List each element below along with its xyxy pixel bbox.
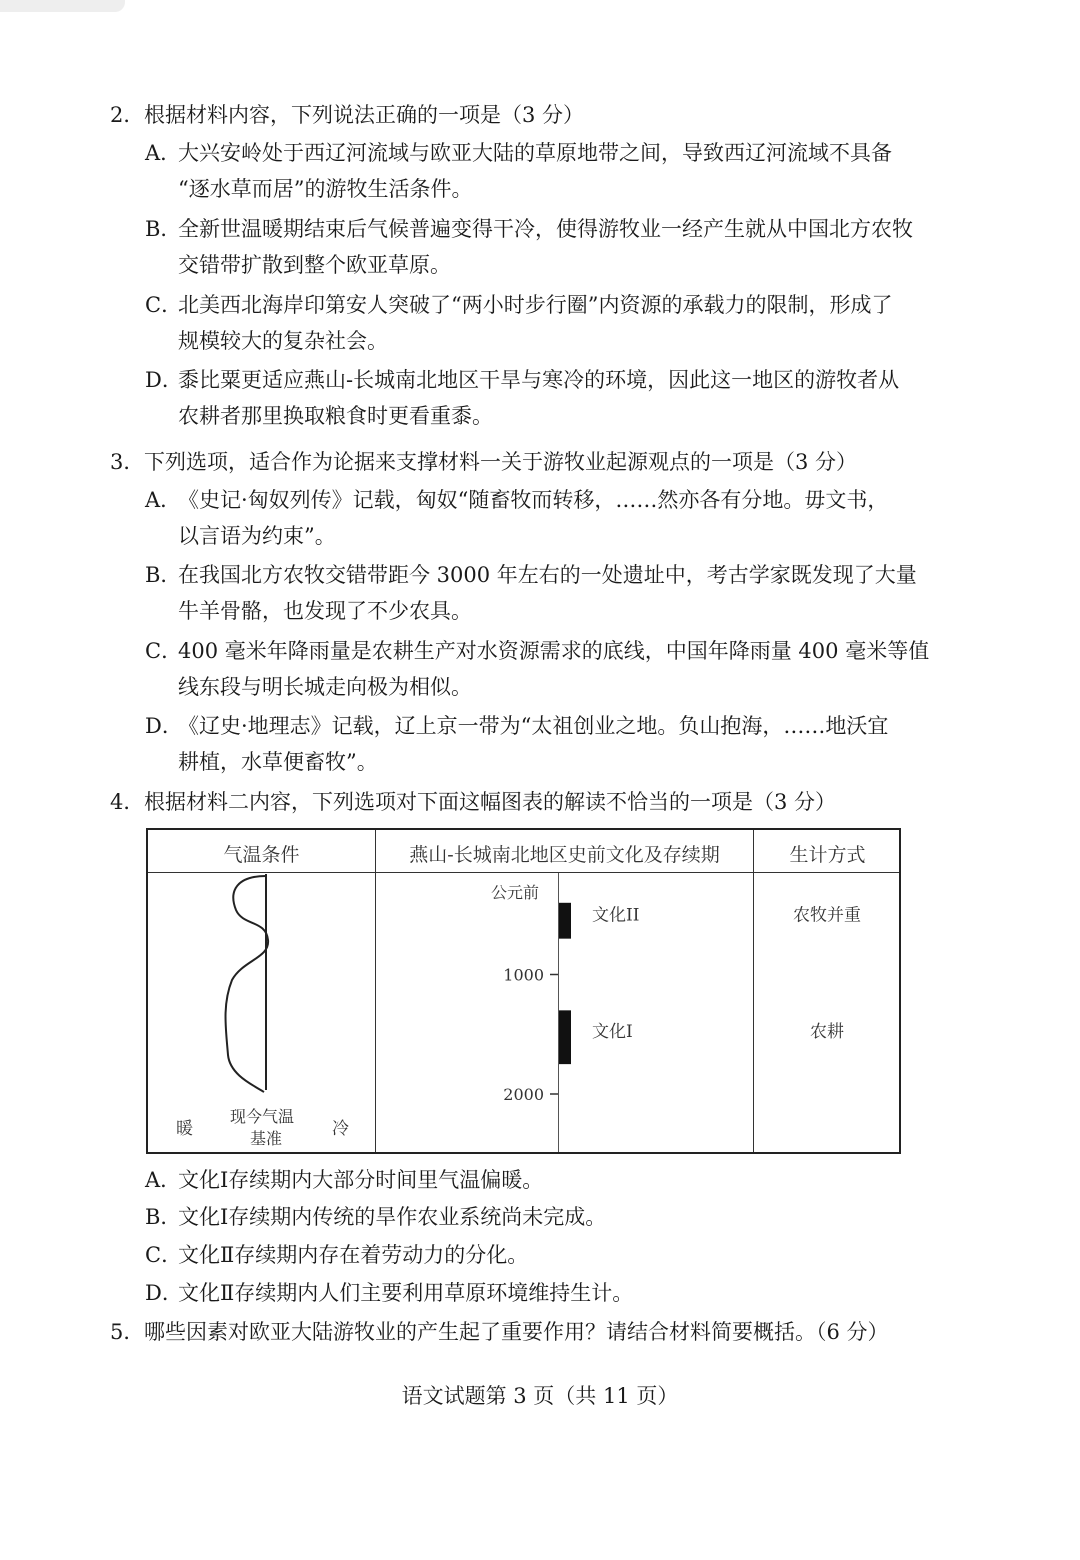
option-text-cont: 牛羊骨骼，也发现了不少农具。 (178, 599, 472, 623)
option-text: 文化Ⅰ存续期内大部分时间里气温偏暖。 (178, 1168, 544, 1192)
question-number: 5． (110, 1320, 145, 1344)
question-text: 根据材料内容，下列说法正确的一项是（3 分） (144, 103, 585, 127)
option-text: 《辽史·地理志》记载，辽上京一带为“太祖创业之地。负山抱海，……地沃宜 (178, 714, 889, 738)
option-label: C． (145, 639, 183, 663)
question-text: 下列选项，适合作为论据来支撑材料一关于游牧业起源观点的一项是（3 分） (144, 450, 858, 474)
temperature-trend-line (226, 876, 269, 1092)
option-2a (145, 141, 955, 201)
question-text: 根据材料二内容，下列选项对下面这幅图表的解读不恰当的一项是（3 分） (144, 790, 837, 814)
option-text: 全新世温暖期结束后气候普遍变得干冷，使得游牧业一经产生就从中国北方农牧 (178, 217, 913, 241)
option-label: C． (145, 1243, 183, 1267)
header-livelihood: 生计方式 (789, 844, 866, 866)
option-text-cont: 线东段与明长城走向极为相似。 (178, 675, 472, 699)
option-2c (145, 293, 955, 353)
livelihood-label: 农耕 (810, 1022, 844, 1043)
option-text-cont: 农耕者那里换取粮食时更看重黍。 (178, 404, 493, 428)
question-text: 哪些因素对欧亚大陆游牧业的产生起了重要作用？请结合材料简要概括。（6 分） (144, 1320, 889, 1344)
culture-label: 文化I (592, 1022, 633, 1043)
option-text: 400 毫米年降雨量是农耕生产对水资源需求的底线，中国年降雨量 400 毫米等值 (178, 639, 930, 663)
question-3-stem (110, 450, 857, 474)
culture-chart (148, 830, 899, 1152)
culture-bars (559, 903, 861, 1064)
culture-bar (559, 903, 571, 939)
question-2-stem (110, 103, 584, 127)
option-text-cont: 交错带扩散到整个欧亚草原。 (178, 253, 451, 277)
axis-title: 公元前 (491, 883, 540, 902)
label-cold: 冷 (332, 1119, 349, 1139)
option-text: 黍比粟更适应燕山-长城南北地区干旱与寒冷的环境，因此这一地区的游牧者从 (178, 368, 900, 392)
option-3a (145, 488, 955, 548)
time-axis (503, 966, 558, 1105)
option-2b (145, 217, 955, 277)
question-number: 3． (110, 450, 145, 474)
option-4a (145, 1168, 955, 1192)
option-text-cont: 规模较大的复杂社会。 (178, 329, 388, 353)
option-label: B． (145, 1205, 182, 1229)
option-label: D． (145, 714, 183, 738)
option-label: A． (145, 141, 182, 165)
page-footer: 语文试题第 3 页（共 11 页） (401, 1384, 679, 1408)
option-label: B． (145, 563, 182, 587)
label-baseline: 现今气温 (230, 1107, 295, 1126)
option-label: D． (145, 368, 183, 392)
option-text: 文化Ⅰ存续期内传统的旱作农业系统尚未完成。 (178, 1205, 607, 1229)
culture-label: 文化II (592, 905, 640, 926)
option-label: D． (145, 1281, 183, 1305)
option-text-cont: 以言语为约束”。 (178, 524, 336, 548)
option-label: A． (145, 488, 182, 512)
question-number: 4． (110, 790, 145, 814)
question-4-stem (110, 790, 836, 814)
header-temperature: 气温条件 (223, 844, 300, 866)
livelihood-label: 农牧并重 (793, 905, 861, 926)
option-text-cont: “逐水草而居”的游牧生活条件。 (178, 177, 473, 201)
option-4d (145, 1281, 955, 1305)
option-text: 北美西北海岸印第安人突破了“两小时步行圈”内资源的承载力的限制，形成了 (178, 293, 893, 317)
option-text: 《史记·匈奴列传》记载，匈奴“随畜牧而转移，……然亦各有分地。毋文书， (178, 488, 889, 512)
option-text: 大兴安岭处于西辽河流域与欧亚大陆的草原地带之间，导致西辽河流域不具备 (178, 141, 892, 165)
question-number: 2． (110, 103, 145, 127)
option-text: 文化Ⅱ存续期内存在着劳动力的分化。 (178, 1243, 529, 1267)
option-label: C． (145, 293, 183, 317)
option-4b (145, 1205, 955, 1229)
culture-table (146, 828, 901, 1154)
option-4c (145, 1243, 955, 1267)
temperature-curve (226, 874, 269, 1092)
option-text: 在我国北方农牧交错带距今 3000 年左右的一处遗址中，考古学家既发现了大量 (178, 563, 917, 587)
option-label: A． (145, 1168, 182, 1192)
question-5-stem (110, 1320, 889, 1344)
label-baseline-2: 基准 (250, 1129, 283, 1148)
option-2d (145, 368, 955, 428)
option-3d (145, 714, 955, 774)
culture-bar (559, 1010, 571, 1064)
option-text: 文化Ⅱ存续期内人们主要利用草原环境维持生计。 (178, 1281, 634, 1305)
axis-tick-label: 1000 (503, 965, 544, 985)
option-3c (145, 639, 955, 699)
axis-tick-label: 2000 (503, 1085, 544, 1104)
option-text-cont: 耕植，水草便畜牧”。 (178, 750, 378, 774)
option-3b (145, 563, 955, 623)
label-warm: 暖 (176, 1119, 193, 1139)
header-cultures: 燕山-长城南北地区史前文化及存续期 (409, 844, 720, 866)
option-label: B． (145, 217, 182, 241)
